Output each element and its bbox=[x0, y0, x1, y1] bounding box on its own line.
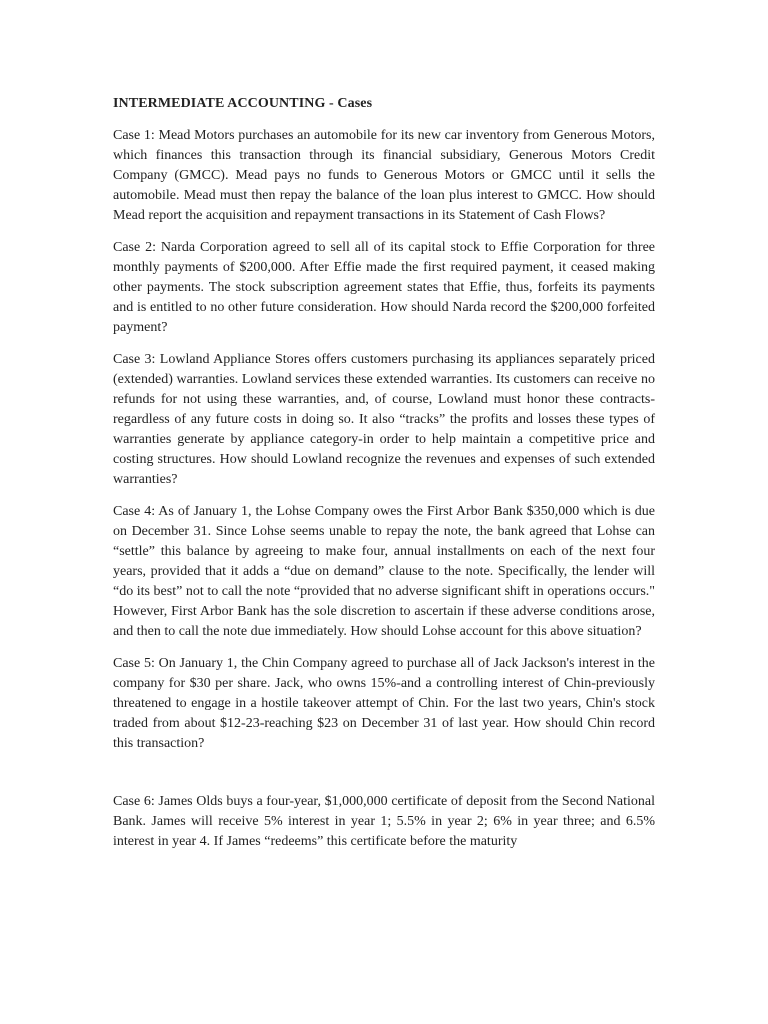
case-3-paragraph: Case 3: Lowland Appliance Stores offers customers purchasing its appliances separately priced (extended) warranties. Lowland services these extended warranties. Its customers can receive no refunds for not using these warranties, and, of course, Lowland must honor these contracts-regardless of any future costs in doing so. It also “tracks” the profits and losses these types of warranties generate by appliance category-in order to help maintain a competitive price and costing structures. How should Lowland recognize the revenues and expenses of such extended warranties? bbox=[113, 352, 655, 487]
case-4-paragraph: Case 4: As of January 1, the Lohse Company owes the First Arbor Bank $350,000 which is due on December 31. Since Lohse seems unable to repay the note, the bank agreed that Lohse can “settle” this balance by agreeing to make four, annual installments on each of the next four years, provided that it adds a “due on demand” clause to the note. Specifically, the lender will “do its best” not to call the note “provided that no adverse significant shift in operations occurs." However, First Arbor Bank has the sole discretion to ascertain if these adverse conditions arose, and then to call the note due immediately. How should Lohse account for this above situation? bbox=[113, 504, 655, 639]
case-2-paragraph: Case 2: Narda Corporation agreed to sell all of its capital stock to Effie Corporation for three monthly payments of $200,000. After Effie made the first required payment, it ceased making other payments. The stock subscription agreement states that Effie, thus, forfeits its payments and is entitled to no other future consideration. How should Narda record the $200,000 forfeited payment? bbox=[113, 240, 655, 335]
case-1-paragraph: Case 1: Mead Motors purchases an automobile for its new car inventory from Generous Motors, which finances this transaction through its financial subsidiary, Generous Motors Credit Company (GMCC). Mead pays no funds to Generous Motors or GMCC until it sells the automobile. Mead must then repay the balance of the loan plus interest to GMCC. How should Mead report the acquisition and repayment transactions in its Statement of Cash Flows? bbox=[113, 128, 655, 223]
document-title: INTERMEDIATE ACCOUNTING - Cases bbox=[113, 96, 373, 111]
case-5-paragraph: Case 5: On January 1, the Chin Company agreed to purchase all of Jack Jackson's interest in the company for $30 per share. Jack, who owns 15%-and a controlling interest of Chin-previously threatened to engage in a hostile takeover attempt of Chin. For the last two years, Chin's stock traded from about $12-23-reaching $23 on December 31 of last year. How should Chin record this transaction? bbox=[113, 656, 655, 751]
document-page bbox=[113, 94, 655, 864]
case-6-paragraph: Case 6: James Olds buys a four-year, $1,000,000 certificate of deposit from the Second National Bank. James will receive 5% interest in year 1; 5.5% in year 2; 6% in year three; and 6.5% interest in year 4. If James “redeems” this certificate before the maturity bbox=[113, 794, 655, 849]
